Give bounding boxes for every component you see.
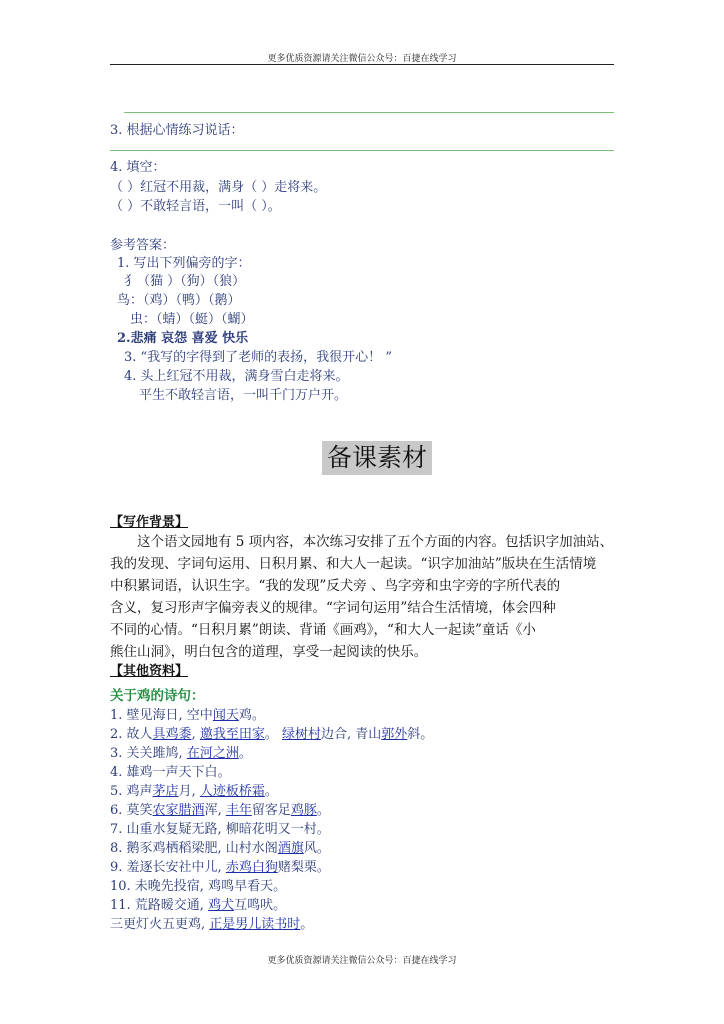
- poem-link[interactable]: 邀我至田家: [199, 727, 265, 742]
- background-paragraph: [110, 531, 616, 663]
- poem-text: 。: [300, 917, 314, 932]
- poem-text: 斜。: [407, 727, 434, 742]
- poems-subheading: 关于鸡的诗句：: [110, 688, 205, 704]
- poem-text: 8. 鹅豕鸡栖稻梁肥, 山村水阁: [110, 841, 278, 856]
- answer-1-line-2: 鸟：（鸡）（鸭）（鹅）: [117, 293, 241, 308]
- background-heading: [110, 511, 188, 530]
- poem-text: 11. 荒路暧交通,: [110, 898, 209, 913]
- poem-line: [110, 799, 330, 818]
- poem-text: 月,: [178, 784, 200, 799]
- question-4-line-1: （ ）红冠不用裁，满身（ ）走将来。: [110, 180, 327, 195]
- poem-text: 互鸣吠。: [234, 898, 287, 913]
- poem-text: 9. 羞逐长安社中儿,: [110, 860, 226, 875]
- poem-link[interactable]: 闻天: [212, 708, 239, 723]
- answers-title: 参考答案：: [110, 238, 176, 253]
- poem-link[interactable]: 鸡犬: [208, 898, 235, 913]
- poem-line: [110, 837, 330, 856]
- background-heading-text: 【写作背景】: [110, 515, 189, 530]
- page-footer: 更多优质资源请关注微信公众号：百捷在线学习: [267, 956, 457, 966]
- poem-text: 风。: [303, 841, 330, 856]
- answer-3: 3. “我写的字得到了老师的表扬，我很开心！ ”: [124, 350, 392, 365]
- poem-link[interactable]: 赤鸡白狗: [225, 860, 278, 875]
- poem-text: 1. 壁见海日, 空中: [110, 708, 213, 723]
- answer-line: [124, 112, 614, 113]
- poem-link[interactable]: 在河之洲: [186, 746, 239, 761]
- background-line: 这个语文园地有 5 项内容，本次练习安排了五个方面的内容。包括识字加油站、: [137, 534, 614, 550]
- poem-link[interactable]: 具鸡黍: [152, 727, 192, 742]
- material-title: 备课素材: [322, 441, 432, 475]
- poem-link[interactable]: 人迹板桥霜: [199, 784, 265, 799]
- background-line: 我的发现、字词句运用、日积月累、和大人一起读。“识字加油站”版块在生活情境: [110, 556, 597, 572]
- poem-line: [110, 742, 252, 761]
- poem-text: 。: [238, 746, 252, 761]
- poem-line: 4. 雄鸡一声天下白。: [110, 765, 231, 780]
- answer-1-line-3: 虫：（蜻）（蜓）（蝴）: [130, 312, 254, 327]
- poem-line: [110, 704, 265, 723]
- poem-link[interactable]: 农家腊酒: [152, 803, 205, 818]
- poem-line: [110, 894, 286, 913]
- background-line: 不同的心情。“日积月累”朗读、背诵《画鸡》，“和大人一起读”童话《小: [110, 622, 536, 638]
- poem-text: 6. 莫笑: [110, 803, 153, 818]
- question-3: 3. 根据心情练习说话：: [110, 123, 244, 138]
- other-heading: [110, 660, 188, 679]
- poem-line: [110, 913, 313, 932]
- answer-1: 1. 写出下列偏旁的字：: [117, 256, 251, 271]
- answer-1-line-1: 犭（猫 ）（狗）（狼）: [124, 274, 246, 289]
- poem-link[interactable]: 酒旗: [277, 841, 304, 856]
- answer-4-line-2: 平生不敢轻言语，一叫千门万户开。: [139, 388, 348, 403]
- poem-link[interactable]: 茅店: [152, 784, 179, 799]
- answer-2: 2.悲痛 哀怨 喜爱 快乐: [117, 331, 249, 346]
- poem-text: 赌梨栗。: [277, 860, 330, 875]
- poem-line: [110, 723, 433, 742]
- poem-link[interactable]: 鸡豚: [290, 803, 317, 818]
- poem-text: 浑,: [204, 803, 226, 818]
- background-line: 熊住山洞》，明白包含的道理，享受一起阅读的快乐。: [110, 644, 428, 660]
- other-heading-text: 【其他资料】: [110, 664, 189, 679]
- poem-text: 鸡。: [238, 708, 265, 723]
- poem-text: 。: [264, 784, 278, 799]
- background-line: 含义，复习形声字偏旁表义的规律。“字词句运用”结合生活情境，体会四种: [110, 600, 556, 616]
- poem-line: [110, 780, 278, 799]
- poem-link[interactable]: 绿树村: [281, 727, 321, 742]
- poem-text: ,: [191, 727, 200, 742]
- poem-link[interactable]: 郭外: [381, 727, 408, 742]
- poem-link[interactable]: 丰年: [225, 803, 252, 818]
- poem-text: 边合, 青山: [321, 727, 382, 742]
- answer-line: [110, 150, 614, 151]
- poem-text: 留客足: [251, 803, 291, 818]
- background-line: 中积累词语，认识生字。“我的发现”反犬旁 、鸟字旁和虫字旁的字所代表的: [110, 578, 561, 594]
- poem-line: [110, 856, 330, 875]
- poem-text: 2. 故人: [110, 727, 153, 742]
- poem-line: 7. 山重水复疑无路, 柳暗花明又一村。: [110, 822, 330, 837]
- poem-text: 。: [264, 727, 282, 742]
- question-4-line-2: （ ）不敢轻言语，一叫（ ）。: [110, 199, 281, 214]
- poem-line: 10. 未晚先投宿, 鸡鸣早看天。: [110, 879, 287, 894]
- poem-text: 5. 鸡声: [110, 784, 153, 799]
- page-header: 更多优质资源请关注微信公众号：百捷在线学习: [267, 54, 457, 64]
- poem-text: 。: [316, 803, 330, 818]
- answer-4-line-1: 4. 头上红冠不用裁，满身雪白走将来。: [124, 369, 349, 384]
- question-4-title: 4. 填空：: [110, 160, 166, 175]
- poem-text: 3. 关关雎鸠,: [110, 746, 187, 761]
- poem-text: 三更灯火五更鸡,: [110, 917, 210, 932]
- poem-link[interactable]: 正是男儿读书时: [209, 917, 301, 932]
- header-rule: [110, 64, 614, 65]
